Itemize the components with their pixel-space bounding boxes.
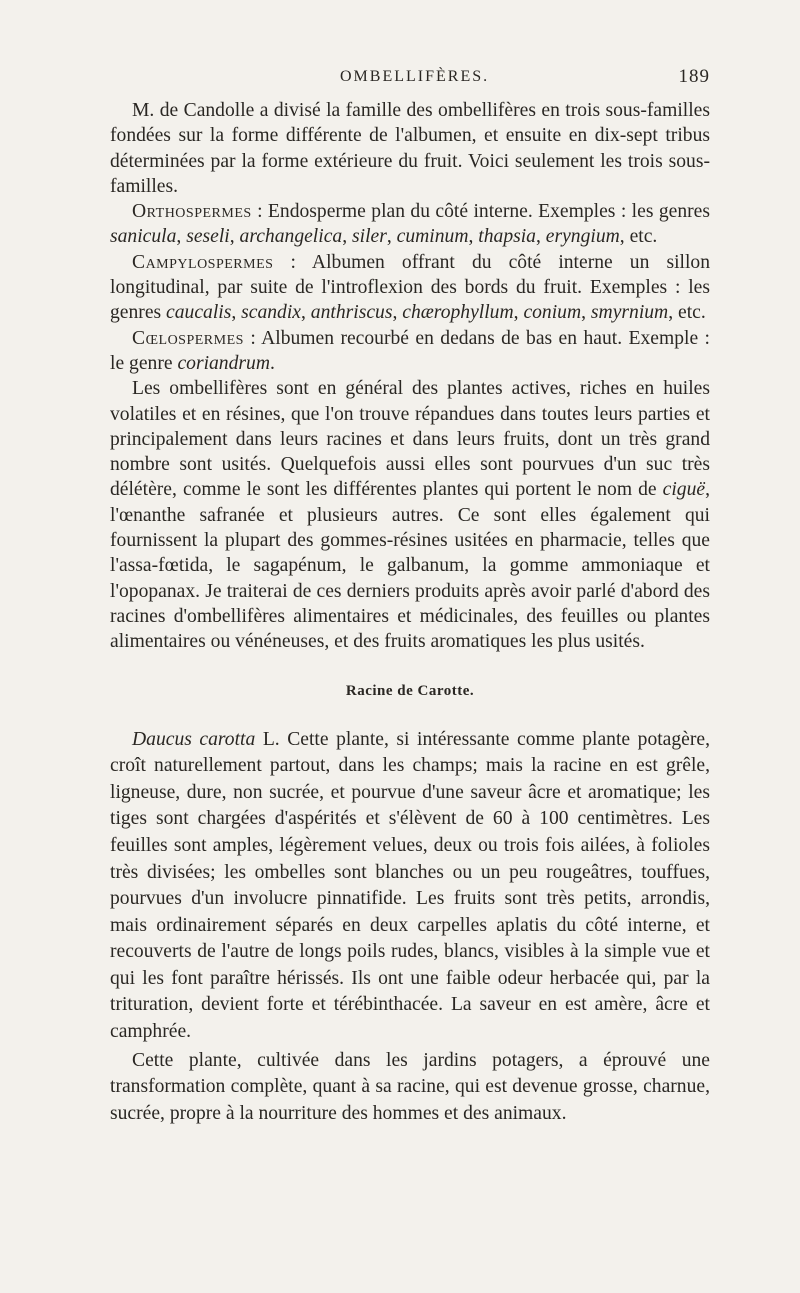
paragraph-daucus (110, 727, 710, 1046)
running-title: OMBELLIFÈRES. (340, 68, 490, 85)
running-head (110, 68, 710, 92)
term-coelospermes: Cœlospermes (132, 327, 244, 349)
cigue-term: ciguë (662, 479, 706, 501)
paragraph-campylospermes: Campylospermes : Albumen offrant du côté interne un sillon longitudinal, par suite de l'introflexion des bords du fruit. Exemples : les genres caucalis, scandix, anthriscus, chærophyllum, conium, smyrnium, etc. (110, 251, 710, 324)
genus-name: sanicula (110, 226, 177, 248)
daucus-text: Cette plante, si intéressante comme plante potagère, croît naturellement partout, dans les champs; mais la racine en est grêle, ligneuse, dure, non sucrée, et pourvue d'une saveur âcre et aromatique; les tiges sont chargées d'aspérités et s'élèvent de 60 à 100 centimètres. Les feuilles sont amples, légèrement velues, deux ou trois fois ailées, à folioles très divisées; les ombelles sont blanches ou un peu rougeâtres, touffues, pourvues d'un involucre pinnatifide. Les fruits sont très petits, arrondis, mais ordinairement séparés en deux carpelles aplatis du côté interne, et recouverts de l'autre de longs poils rudes, blancs, visibles à la simple vue et qui les font paraître hérissés. Ils ont une faible odeur herbacée qui, par la trituration, devient forte et térébinthacée. La saveur en est amère, âcre et camphrée. (110, 728, 710, 1043)
genus-name: thapsia (478, 226, 536, 248)
section-heading: Racine de Carotte. (345, 682, 475, 699)
orthospermes-end: , etc. (619, 226, 658, 248)
coelospermes-text: : Albumen recourbé en dedans de bas en haut. Exemple : le genre (110, 327, 710, 374)
campylospermes-text: : Albumen offrant du côté interne un sillon longitudinal, par suite de l'introflexion des bords du fruit. Exemples : les genres (110, 251, 710, 324)
paragraph-orthospermes: Orthospermes : Endosperme plan du côté interne. Exemples : les genres sanicula, seseli, archangelica, siler, cuminum, thapsia, eryngium, etc. (110, 201, 710, 248)
genus-name: smyrnium (590, 302, 669, 324)
species-author: L. (255, 728, 280, 750)
genus-name: coriandrum (177, 352, 270, 374)
species-name: Daucus carotta (132, 728, 256, 750)
genus-name: cuminum (396, 226, 469, 248)
paragraph-intro: M. de Candolle a divisé la famille des ombellifères en trois sous-familles fondées sur la forme différente de l'albumen, et ensuite en dix-sept tribus déterminées par la forme extérieure du fruit. Voici seulement les trois sous-familles. (110, 100, 710, 197)
body-text (110, 98, 710, 1127)
genus-name: archangelica (239, 226, 343, 248)
paragraph-coelospermes (110, 326, 710, 377)
term-orthospermes: Orthospermes (132, 201, 252, 223)
genus-name: siler (352, 226, 387, 248)
page-number: 189 (678, 66, 710, 87)
genus-name: anthriscus (310, 302, 393, 324)
orthospermes-text: : Endosperme plan du côté interne. Exemples : les genres (251, 201, 710, 223)
genus-name: caucalis (166, 302, 232, 324)
paragraph-cultivation: Cette plante, cultivée dans les jardins potagers, a éprouvé une transformation complète, quant à sa racine, qui est devenue grosse, charnue, sucrée, propre à la nourriture des hommes et des animaux. (110, 1049, 710, 1124)
term-campylospermes: Campylospermes (132, 251, 274, 273)
paragraph-general (110, 376, 710, 654)
genus-name: seseli (186, 226, 230, 248)
carrot-section (110, 727, 710, 1128)
general-text-a: Les ombellifères sont en général des plantes actives, riches en huiles volatiles et en résines, que l'on trouve répandues dans toutes leurs parties et principalement dans leurs racines et dans leurs fruits, dont un très grand nombre sont usités. Quelquefois aussi elles sont pourvues d'un suc très délétère, comme le sont les différentes plantes qui portent le nom de (110, 378, 710, 501)
general-text-b: , l'œnanthe safranée et plusieurs autres. Ce sont elles également qui fournissent la plupart des gommes-résines usitées en pharmacie, telles que l'assa-fœtida, le sagapénum, le galbanum, la gomme ammoniaque et l'opopanax. Je traiterai de ces derniers produits après avoir parlé d'abord des racines d'ombellifères alimentaires et médicinales, des feuilles ou plantes alimentaires ou vénéneuses, et des fruits aromatiques les plus usités. (110, 479, 710, 653)
coelospermes-end: . (269, 352, 275, 374)
genus-name: scandix (241, 302, 301, 324)
campylospermes-end: , etc. (668, 302, 706, 324)
genus-name: eryngium (545, 226, 620, 248)
genus-name: chærophyllum (402, 302, 514, 324)
genus-name: conium (523, 302, 582, 324)
